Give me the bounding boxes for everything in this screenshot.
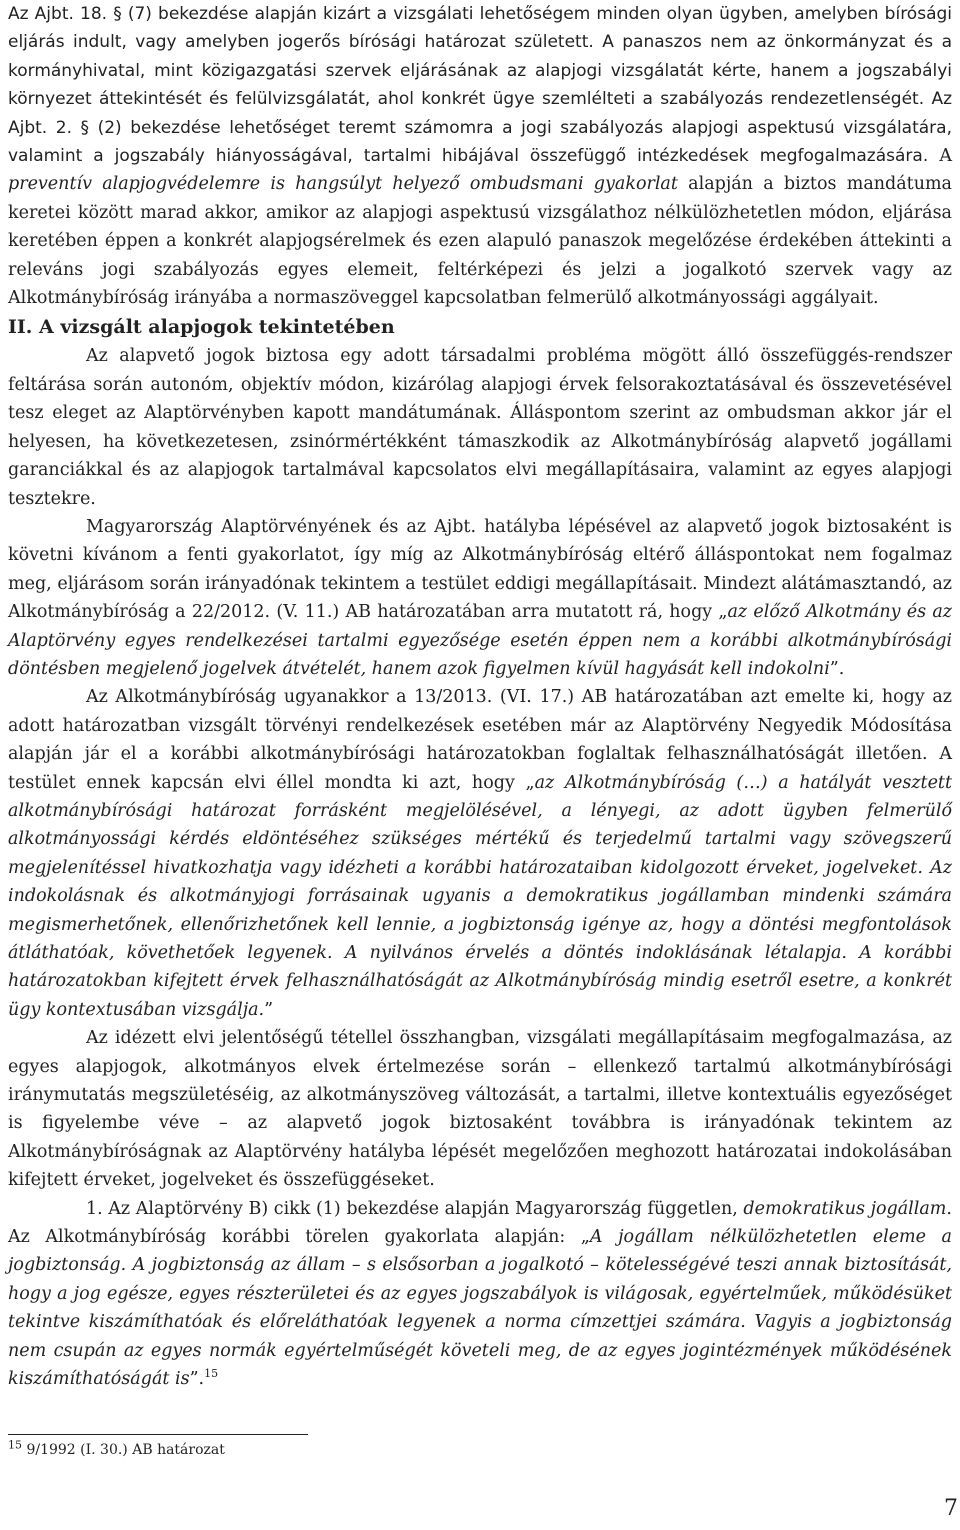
section-heading: II. A vizsgált alapjogok tekintetében <box>8 316 395 339</box>
paragraph-1-text-b: alapján a biztos mandátuma keretei között marad akkor, amikor az alapjogi aspektusú vizsgálathoz nélkülözhetetlen módon, eljárása keretében éppen a konkrét alapjogsérelmek és ezen alapuló panaszok megelőzése érdekében áttekinti a releváns jogi szabályozás egyes elemeit, feltérképezi és jelzi a jogalkotó szervek vagy az Alkotmánybíróság irányába a normaszöveggel kapcsolatban felmerülő alkotmányossági aggályait. <box>8 174 952 309</box>
footnote-text: 9/1992 (I. 30.) AB határozat <box>22 1442 225 1458</box>
paragraph-4-text-a: Az Alkotmánybíróság ugyanakkor a 13/2013. (VI. 17.) AB határozatában azt emelte ki, hogy az adott határozatban vizsgált törvényi rendelkezések esetében már az Alaptörvény Negyedik Módosítása alapján jár el a korábbi alkotmánybírósági határozatokban foglaltak felhasználhatóságát illetően. A testület ennek kapcsán elvi éllel mondta ki azt, hogy „ <box>8 687 952 793</box>
paragraph-6-text-c: ”. <box>189 1369 205 1390</box>
paragraph-6-text-b: . Az Alkotmánybíróság korábbi törelen gyakorlata alapján: „ <box>8 1198 952 1248</box>
paragraph-1-text-a: A <box>939 146 952 167</box>
footnote-divider <box>8 1434 308 1435</box>
footnote-reference[interactable]: 15 <box>204 1367 219 1381</box>
paragraph-1 <box>8 0 952 312</box>
document-body <box>8 0 952 1394</box>
paragraph-6-quote: A jogállam nélkülözhetetlen eleme a jogbiztonság. A jogbiztonság az állam – s elsősorban a jogalkotó – kötelességévé teszi annak biztosítását, hogy a jog egésze, egyes részterületei és az egyes jogszabályok is világosak, egyértelműek, működésüket tekintve kiszámíthatóak és előreláthatóak legyenek a norma címzettjei számára. Vagyis a jogbiztonság nem csupán az egyes normák egyértelműségét követeli meg, de az egyes jogintézmények működésének kiszámíthatóságát is <box>8 1227 952 1390</box>
page-number: 7 <box>944 1496 958 1521</box>
paragraph-3-text-b: ”. <box>829 658 845 679</box>
paragraph-3 <box>8 513 952 683</box>
footnote <box>8 1440 225 1460</box>
paragraph-1-italic: preventív alapjogvédelemre is hangsúlyt helyező ombudsmani gyakorlat <box>8 174 678 195</box>
footnote-number: 15 <box>8 1438 22 1452</box>
paragraph-6-italic-1: demokratikus jogállam <box>743 1198 947 1219</box>
paragraph-5: Az idézett elvi jelentőségű tétellel összhangban, vizsgálati megállapításaim megfogalmazása, az egyes alapjogok, alkotmányos elvek értelmezése során – ellenkező tartalmú alkotmánybírósági iránymutatás megszületéséig, az alkotmányszöveg változását, a tartalmi, illetve kontextuális egyezőséget is figyelembe véve – az alapvető jogok biztosaként továbbra is irányadónak tekintem az Alkotmánybíróságnak az Alaptörvény hatályba lépését megelőzően meghozott határozatai indokolásában kifejtett érveket, jogelveket és összefüggéseket. <box>8 1028 952 1191</box>
paragraph-4-text-b: ” <box>264 999 274 1020</box>
paragraph-3-text-a: Magyarország Alaptörvényének és az Ajbt. hatályba lépésével az alapvető jogok biztosaként is követni kívánom a fenti gyakorlatot, így míg az Alkotmánybíróság eltérő álláspontokat nem fogalmaz meg, eljárásom során irányadónak tekintem a testület eddigi megállapításait. Mindezt alátámasztandó, az Alkotmánybíróság a 22/2012. (V. 11.) AB határozatában arra mutatott rá, hogy „ <box>8 516 952 623</box>
paragraph-3-quote: az előző Alkotmány és az Alaptörvény egyes rendelkezései tartalmi egyezősége esetén éppen nem a korábbi alkotmánybírósági döntésben megjelenő jogelvek átvételét, hanem azok figyelmen kívül hagyását kell indokolni <box>8 602 952 679</box>
paragraph-1-sans-text: Az Ajbt. 18. § (7) bekezdése alapján kizárt a vizsgálati lehetőségem minden olyan ügyben, amelyben bírósági eljárás indult, vagy amelyben jogerős bírósági határozat született. A panaszos nem az önkormányzat és a kormányhivatal, mint közigazgatási szervek eljárásának az alapjogi vizsgálatát kérte, hanem a jogszabályi környezet áttekintését és felülvizsgálatát, ahol konkrét ügye szemlélteti a szabályozás rendezetlenségét. Az Ajbt. 2. § (2) bekezdése lehetőséget teremt számomra a jogi szabályozás alapjogi aspektusú vizsgálatára, valamint a jogszabály hiányosságával, tartalmi hibájával összefüggő intézkedések megfogalmazására. <box>8 4 952 167</box>
paragraph-6 <box>8 1195 952 1394</box>
paragraph-4-quote: az Alkotmánybíróság (…) a hatályát vesztett alkotmánybírósági határozat forrásként megjelölésével, a lényegi, az adott ügyben felmerülő alkotmányossági kérdés eldöntéséhez szükséges mértékű és terjedelmű tartalmi vagy szövegszerű megjelenítéssel hivatkozhatja vagy idézheti a korábbi határozataiban kidolgozott érveket, jogelveket. Az indokolásnak és alkotmányjogi forrásainak ugyanis a demokratikus jogállamban mindenki számára megismerhetőnek, ellenőrizhetőnek kell lennie, a jogbiztonság igénye az, hogy a döntési megfontolások átláthatóak, követhetőek legyenek. A nyilvános érvelés a döntés indoklásának létalapja. A korábbi határozatokban kifejtett érvek felhasználhatóságát az Alkotmánybíróság mindig esetről esetre, a konkrét ügy kontextusában vizsgálja. <box>8 772 953 1020</box>
paragraph-4 <box>8 683 952 1024</box>
paragraph-2: Az alapvető jogok biztosa egy adott társadalmi probléma mögött álló összefüggés-rendszer feltárása során autonóm, objektív módon, kizárólag alapjogi érvek felsorakoztatásával és összevetésével tesz eleget az Alaptörvényben kapott mandátumának. Álláspontom szerint az ombudsman akkor jár el helyesen, ha következetesen, zsinórmértékként támaszkodik az Alkotmánybíróság alapvető jogállami garanciákkal és az alapjogok tartalmával kapcsolatos elvi megállapításaira, valamint az egyes alapjogi tesztekre. <box>8 346 952 509</box>
paragraph-6-text-a: 1. Az Alaptörvény B) cikk (1) bekezdése alapján Magyarország független, <box>86 1198 744 1219</box>
